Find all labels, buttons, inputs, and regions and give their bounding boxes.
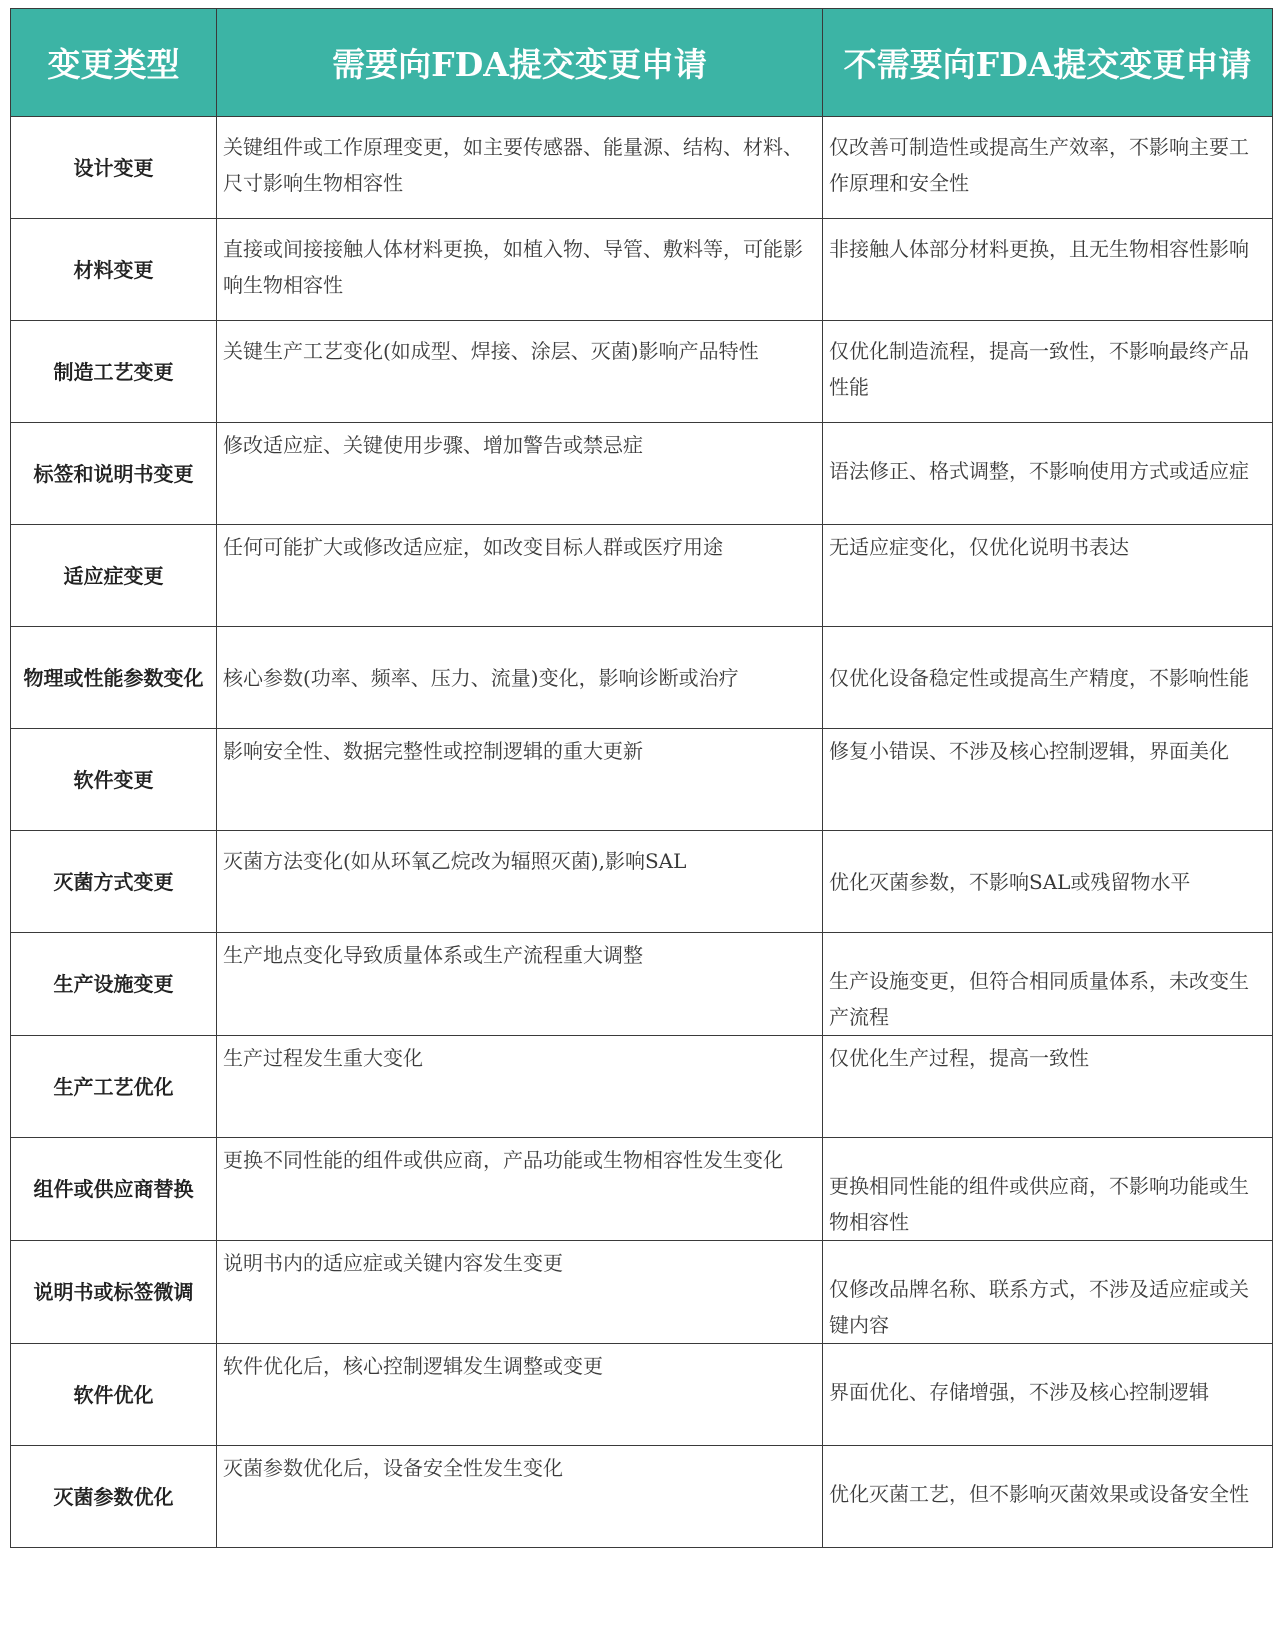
row-required-cell: 任何可能扩大或修改适应症，如改变目标人群或医疗用途 bbox=[217, 525, 823, 627]
row-not-required-cell: 优化灭菌工艺，但不影响灭菌效果或设备安全性 bbox=[823, 1446, 1273, 1548]
row-required-cell: 生产地点变化导致质量体系或生产流程重大调整 bbox=[217, 933, 823, 1036]
row-required-cell: 修改适应症、关键使用步骤、增加警告或禁忌症 bbox=[217, 423, 823, 525]
table-row bbox=[11, 1036, 1273, 1138]
row-not-required-cell: 仅改善可制造性或提高生产效率，不影响主要工作原理和安全性 bbox=[823, 117, 1273, 219]
table-row bbox=[11, 933, 1273, 1036]
row-required-cell: 直接或间接接触人体材料更换，如植入物、导管、敷料等，可能影响生物相容性 bbox=[217, 219, 823, 321]
table-row bbox=[11, 729, 1273, 831]
fda-change-table bbox=[10, 8, 1273, 1548]
row-not-required-cell: 无适应症变化，仅优化说明书表达 bbox=[823, 525, 1273, 627]
row-not-required-cell: 仅优化设备稳定性或提高生产精度，不影响性能 bbox=[823, 627, 1273, 729]
row-change-type: 软件优化 bbox=[11, 1344, 217, 1446]
table-row bbox=[11, 1446, 1273, 1548]
table-header-row bbox=[11, 9, 1273, 117]
header-change-type: 变更类型 bbox=[11, 9, 217, 117]
row-required-cell: 软件优化后，核心控制逻辑发生调整或变更 bbox=[217, 1344, 823, 1446]
row-not-required-cell: 修复小错误、不涉及核心控制逻辑，界面美化 bbox=[823, 729, 1273, 831]
row-change-type: 灭菌参数优化 bbox=[11, 1446, 217, 1548]
row-not-required-cell: 界面优化、存储增强，不涉及核心控制逻辑 bbox=[823, 1344, 1273, 1446]
table-row bbox=[11, 117, 1273, 219]
row-change-type: 灭菌方式变更 bbox=[11, 831, 217, 933]
row-change-type: 说明书或标签微调 bbox=[11, 1241, 217, 1344]
row-change-type: 材料变更 bbox=[11, 219, 217, 321]
row-required-cell: 更换不同性能的组件或供应商，产品功能或生物相容性发生变化 bbox=[217, 1138, 823, 1241]
row-required-cell: 生产过程发生重大变化 bbox=[217, 1036, 823, 1138]
fda-change-table-container bbox=[10, 8, 1272, 1548]
row-not-required-cell: 语法修正、格式调整，不影响使用方式或适应症 bbox=[823, 423, 1273, 525]
row-required-cell: 灭菌方法变化(如从环氧乙烷改为辐照灭菌),影响SAL bbox=[217, 831, 823, 933]
row-change-type: 软件变更 bbox=[11, 729, 217, 831]
row-required-cell: 核心参数(功率、频率、压力、流量)变化，影响诊断或治疗 bbox=[217, 627, 823, 729]
table-row bbox=[11, 525, 1273, 627]
row-not-required-cell: 非接触人体部分材料更换，且无生物相容性影响 bbox=[823, 219, 1273, 321]
row-change-type: 生产工艺优化 bbox=[11, 1036, 217, 1138]
table-row bbox=[11, 219, 1273, 321]
row-not-required-cell: 仅优化生产过程，提高一致性 bbox=[823, 1036, 1273, 1138]
table-row bbox=[11, 1138, 1273, 1241]
row-change-type: 组件或供应商替换 bbox=[11, 1138, 217, 1241]
row-required-cell: 关键组件或工作原理变更，如主要传感器、能量源、结构、材料、尺寸影响生物相容性 bbox=[217, 117, 823, 219]
header-submission-required: 需要向FDA提交变更申请 bbox=[217, 9, 823, 117]
row-not-required-cell: 仅优化制造流程，提高一致性，不影响最终产品性能 bbox=[823, 321, 1273, 423]
row-change-type: 生产设施变更 bbox=[11, 933, 217, 1036]
row-not-required-cell: 更换相同性能的组件或供应商，不影响功能或生物相容性 bbox=[823, 1138, 1273, 1241]
table-row bbox=[11, 627, 1273, 729]
row-change-type: 标签和说明书变更 bbox=[11, 423, 217, 525]
row-change-type: 物理或性能参数变化 bbox=[11, 627, 217, 729]
row-not-required-cell: 优化灭菌参数，不影响SAL或残留物水平 bbox=[823, 831, 1273, 933]
table-row bbox=[11, 1344, 1273, 1446]
table-row bbox=[11, 321, 1273, 423]
table-row bbox=[11, 423, 1273, 525]
row-not-required-cell: 生产设施变更，但符合相同质量体系，未改变生产流程 bbox=[823, 933, 1273, 1036]
row-required-cell: 灭菌参数优化后，设备安全性发生变化 bbox=[217, 1446, 823, 1548]
table-row bbox=[11, 831, 1273, 933]
row-required-cell: 关键生产工艺变化(如成型、焊接、涂层、灭菌)影响产品特性 bbox=[217, 321, 823, 423]
row-change-type: 适应症变更 bbox=[11, 525, 217, 627]
row-change-type: 设计变更 bbox=[11, 117, 217, 219]
table-row bbox=[11, 1241, 1273, 1344]
row-not-required-cell: 仅修改品牌名称、联系方式，不涉及适应症或关键内容 bbox=[823, 1241, 1273, 1344]
row-required-cell: 说明书内的适应症或关键内容发生变更 bbox=[217, 1241, 823, 1344]
row-required-cell: 影响安全性、数据完整性或控制逻辑的重大更新 bbox=[217, 729, 823, 831]
row-change-type: 制造工艺变更 bbox=[11, 321, 217, 423]
header-submission-not-required: 不需要向FDA提交变更申请 bbox=[823, 9, 1273, 117]
